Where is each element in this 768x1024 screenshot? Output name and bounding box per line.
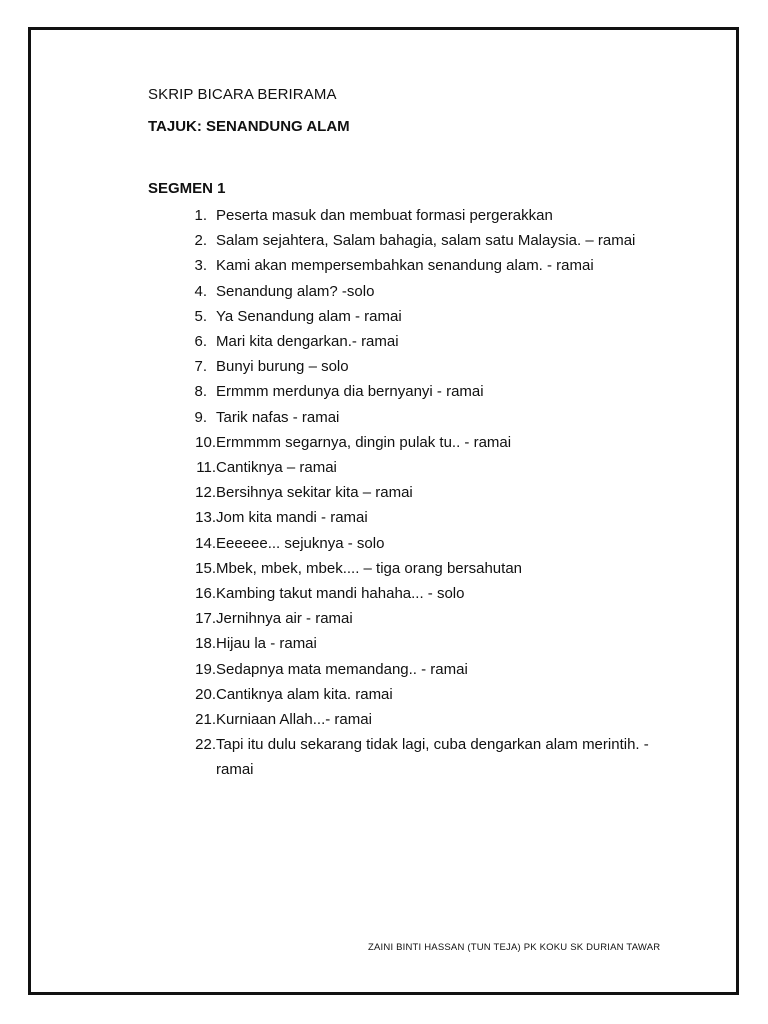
script-line (175, 203, 675, 228)
line-text: Senandung alam? -solo (216, 282, 375, 300)
line-number: 18. (195, 635, 216, 653)
line-text: Salam sejahtera, Salam bahagia, salam satu Malaysia. – ramai (216, 232, 636, 250)
script-line (175, 505, 675, 530)
line-number: 16. (195, 585, 216, 603)
line-text: Bersihnya sekitar kita – ramai (216, 484, 413, 502)
line-text: Tarik nafas - ramai (216, 408, 340, 426)
line-number: 19. (195, 660, 216, 678)
line-number: 8. (194, 383, 207, 401)
section-heading: SEGMEN 1 (148, 180, 226, 197)
line-number: 1. (194, 207, 207, 224)
script-list (175, 203, 675, 783)
script-line (175, 405, 675, 430)
line-text: Ermmmm segarnya, dingin pulak tu.. - ramai (216, 433, 512, 451)
footer-author: ZAINI BINTI HASSAN (TUN TEJA) PK KOKU SK DURIAN TAWAR (368, 942, 661, 953)
script-line (175, 657, 675, 682)
script-line (175, 329, 675, 354)
line-number: 2. (194, 232, 207, 250)
script-line (175, 228, 675, 253)
script-line (175, 253, 675, 278)
line-number: 9. (194, 408, 207, 426)
line-text: Peserta masuk dan membuat formasi pergerakkan (216, 207, 553, 224)
line-text: Mari kita dengarkan.- ramai (216, 333, 399, 351)
script-line (175, 279, 675, 304)
line-number: 6. (194, 333, 207, 351)
script-line (175, 455, 675, 480)
script-line (175, 581, 675, 606)
line-number: 4. (194, 282, 207, 300)
line-number: 22. (195, 736, 216, 754)
line-number: 7. (194, 358, 207, 376)
script-line (175, 682, 675, 707)
script-line (175, 531, 675, 556)
line-number: 14. (195, 534, 216, 552)
line-number: 12. (195, 484, 216, 502)
line-number: 20. (195, 685, 216, 703)
script-line (175, 732, 675, 782)
line-text: Kami akan mempersembahkan senandung alam. - ramai (216, 257, 594, 275)
line-text: Jom kita mandi - ramai (216, 509, 368, 527)
script-line (175, 631, 675, 656)
line-text: Hijau la - ramai (216, 635, 317, 653)
line-text: Tapi itu dulu sekarang tidak lagi, cuba dengarkan alam merintih. - ramai (216, 736, 649, 779)
line-number: 10. (195, 433, 216, 451)
line-text: Kambing takut mandi hahaha... - solo (216, 585, 465, 603)
line-number: 15. (195, 559, 216, 577)
line-text: Cantiknya alam kita. ramai (216, 685, 393, 703)
script-line (175, 480, 675, 505)
document-subtitle: TAJUK: SENANDUNG ALAM (148, 118, 350, 135)
script-line (175, 430, 675, 455)
line-text: Kurniaan Allah...- ramai (216, 711, 372, 729)
line-text: Jernihnya air - ramai (216, 610, 353, 628)
line-number: 5. (194, 307, 207, 325)
line-text: Ya Senandung alam - ramai (216, 307, 402, 325)
script-line (175, 304, 675, 329)
script-line (175, 354, 675, 379)
line-text: Ermmm merdunya dia bernyanyi - ramai (216, 383, 484, 401)
line-number: 3. (194, 257, 207, 275)
line-number: 13. (195, 509, 216, 527)
script-line (175, 379, 675, 404)
line-number: 11. (196, 459, 216, 477)
line-text: Cantiknya – ramai (216, 459, 337, 477)
script-line (175, 707, 675, 732)
line-text: Eeeeee... sejuknya - solo (216, 534, 385, 552)
line-text: Sedapnya mata memandang.. - ramai (216, 660, 468, 678)
line-text: Bunyi burung – solo (216, 358, 349, 376)
document-title: SKRIP BICARA BERIRAMA (148, 86, 337, 103)
line-text: Mbek, mbek, mbek.... – tiga orang bersahutan (216, 559, 522, 577)
line-number: 17. (195, 610, 216, 628)
script-line (175, 606, 675, 631)
line-number: 21. (195, 711, 216, 729)
script-line (175, 556, 675, 581)
